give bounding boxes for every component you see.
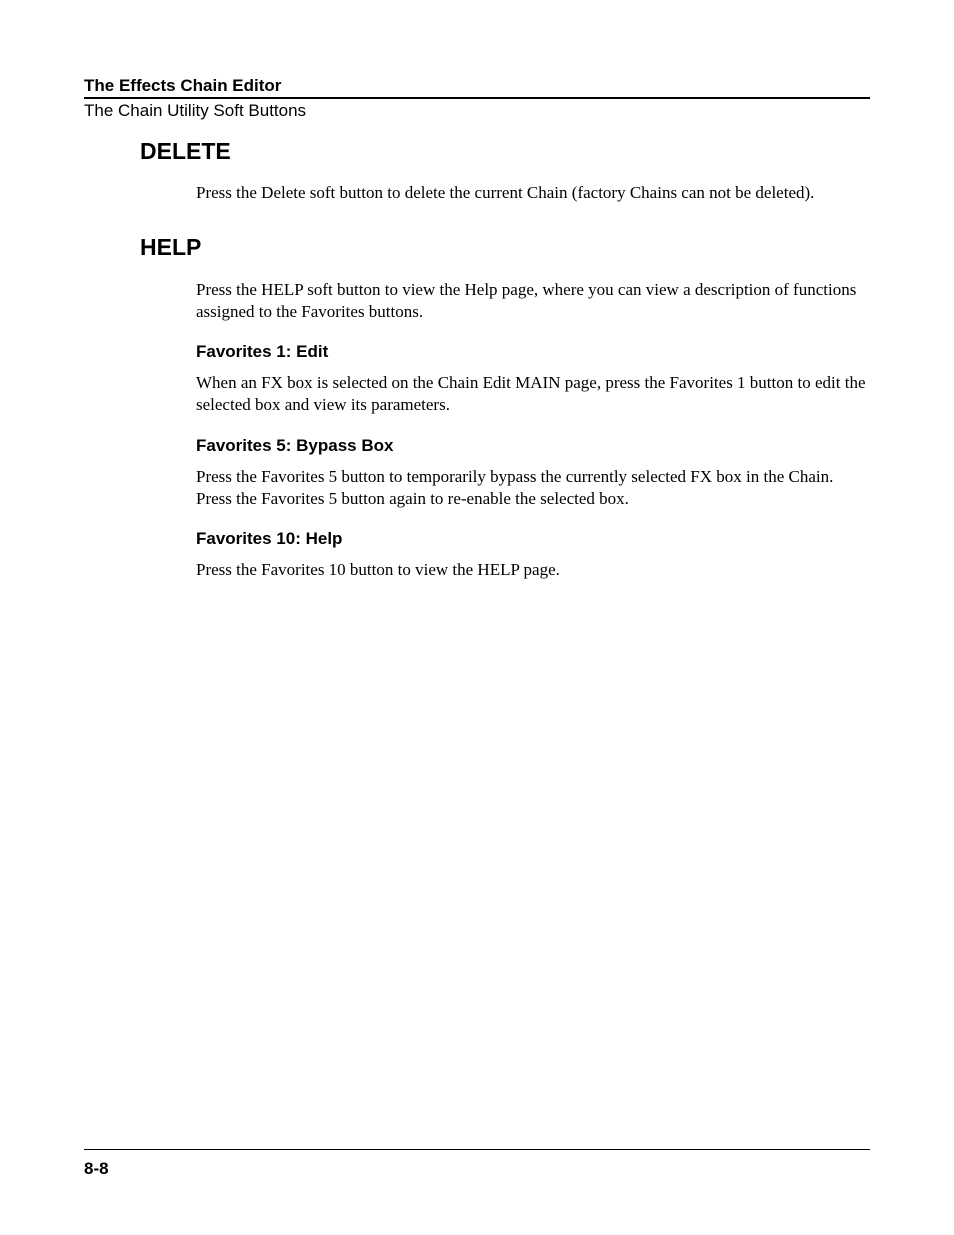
paragraph-favorites-1: When an FX box is selected on the Chain Edit MAIN page, press the Favorites 1 button to edit the selected box and view its parameters. <box>196 373 866 414</box>
paragraph-help: Press the HELP soft button to view the Help page, where you can view a description of functions assigned to the Favorites buttons. <box>196 280 857 321</box>
page-number: 8-8 <box>84 1159 109 1178</box>
chapter-title: The Effects Chain Editor <box>84 76 282 95</box>
section-name: The Chain Utility Soft Buttons <box>84 101 307 120</box>
subheading-favorites-5: Favorites 5: Bypass Box <box>196 436 394 455</box>
header-rule <box>84 97 870 99</box>
running-header <box>84 75 870 122</box>
heading-help: HELP <box>140 234 202 260</box>
footer-rule <box>84 1149 870 1150</box>
paragraph-favorites-5: Press the Favorites 5 button to temporarily bypass the currently selected FX box in the Chain. Press the Favorites 5 button again to re-enable the selected box. <box>196 467 834 508</box>
subheading-favorites-10: Favorites 10: Help <box>196 529 343 548</box>
paragraph-delete: Press the Delete soft button to delete the current Chain (factory Chains can not be deleted). <box>196 183 815 202</box>
heading-delete: DELETE <box>140 138 231 164</box>
subheading-favorites-1: Favorites 1: Edit <box>196 342 329 361</box>
paragraph-favorites-10: Press the Favorites 10 button to view the HELP page. <box>196 560 560 579</box>
